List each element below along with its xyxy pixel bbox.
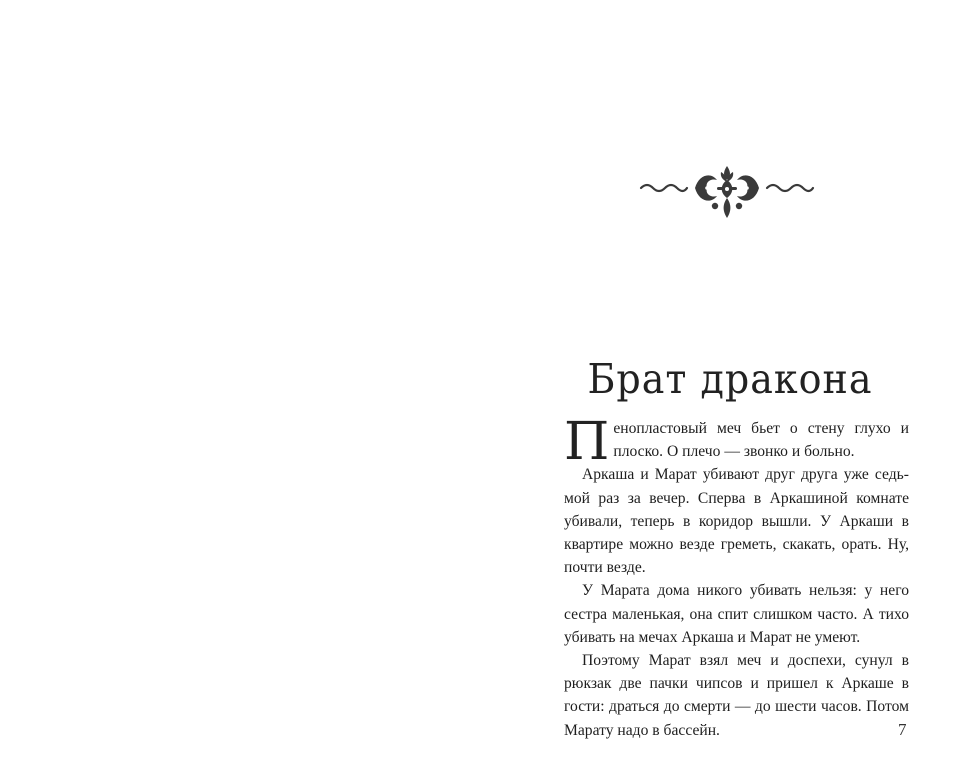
paragraph-1 xyxy=(564,412,909,472)
paragraph-3: У Марата дома никого убивать нельзя: у него сестра маленькая, она спит слишком часто. А тихо убивать на мечах Аркаша и Марат не умеют. xyxy=(564,582,909,646)
chapter-body xyxy=(564,412,909,742)
page-number: 7 xyxy=(898,720,907,739)
paragraph-4: Поэтому Марат взял меч и доспехи, сунул в рюкзак две пачки чипсов и пришел к Аркаше в гости: драться до смерти — до шести часов. Потом Марату надо в бассейн. xyxy=(564,652,909,739)
paragraph-1-text: енопластовый меч бьет о стену глухо и плоско. О плечо — звонко и больно. xyxy=(613,420,909,461)
paragraph-2: Аркаша и Марат убивают друг друга уже седьмой раз за вечер. Сперва в Аркашиной комнате убивали, теперь в коридор вышли. У Аркаши в квартире можно везде греметь, скакать, орать. Ну, почти везде. xyxy=(564,466,909,577)
drop-cap: П xyxy=(564,412,610,472)
chapter-title: Брат дракона xyxy=(587,355,873,403)
floral-flourish-icon xyxy=(637,164,817,220)
